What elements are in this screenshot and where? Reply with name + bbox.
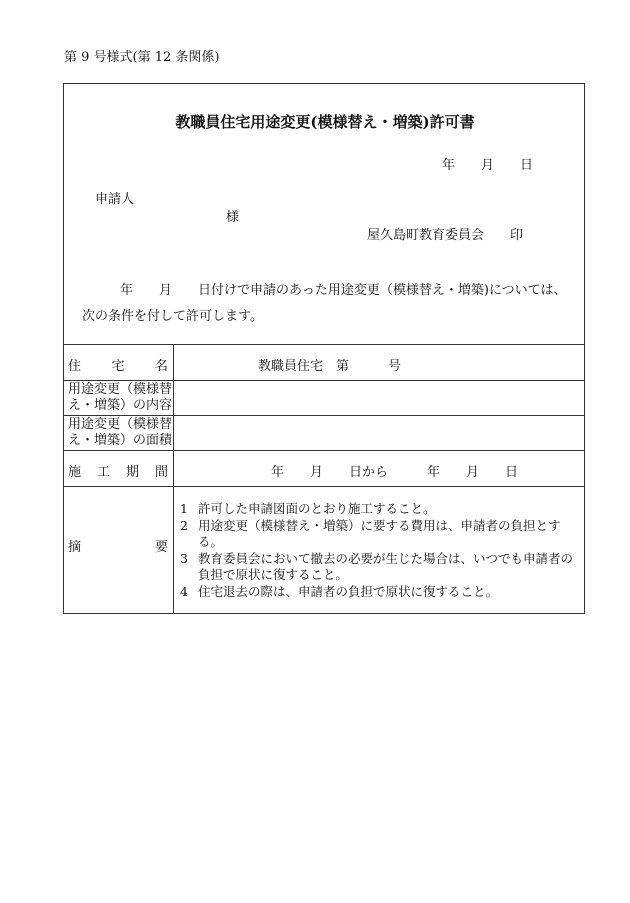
change-area-label: 用途変更（模様替え・増築）の面積	[68, 417, 173, 448]
remark-item: 2 用途変更（模様替え・増築）に要する費用は、申請者の負担とする。	[180, 518, 561, 549]
table-top-border	[64, 344, 584, 345]
row-divider	[64, 450, 584, 451]
residence-name-label: 住 宅 名	[68, 359, 168, 374]
remarks-list	[180, 501, 584, 601]
body-text-line-1: 年 月 日付けで申請のあった用途変更（模様替え・増築)については、	[120, 283, 567, 298]
remarks-label: 摘 要	[68, 540, 168, 555]
permit-form	[63, 83, 585, 614]
remark-item: 4 住宅退去の際は、申請者の負担で原状に復すること。	[180, 584, 499, 599]
body-text-line-2: 次の条件を付して許可します。	[82, 309, 263, 324]
row-divider	[64, 415, 584, 416]
issue-date: 年 月 日	[442, 158, 534, 173]
issuer-signature: 屋久島町教育委員会 印	[367, 228, 524, 243]
document-title: 教職員住宅用途変更(模様替え・増築)許可書	[175, 113, 475, 131]
form-number: 第 9 号様式(第 12 条関係)	[64, 50, 220, 65]
applicant-label: 申請人	[95, 192, 135, 207]
applicant-honorific: 様	[226, 210, 240, 225]
residence-name-value: 教職員住宅 第 号	[258, 359, 402, 374]
row-divider	[64, 380, 584, 381]
remark-item: 1 許可した申請図面のとおり施工すること。	[180, 501, 436, 516]
change-contents-label: 用途変更（模様替え・増築）の内容	[68, 382, 173, 413]
column-divider	[173, 344, 174, 614]
row-divider	[64, 486, 584, 487]
remark-item: 3 教育委員会において撤去の必要が生じた場合は、いつでも申請者の負担で原状に復すること。	[180, 551, 574, 582]
construction-period-label: 施 工 期 間	[68, 465, 168, 480]
construction-period-value: 年 月 日から 年 月 日	[271, 465, 519, 480]
